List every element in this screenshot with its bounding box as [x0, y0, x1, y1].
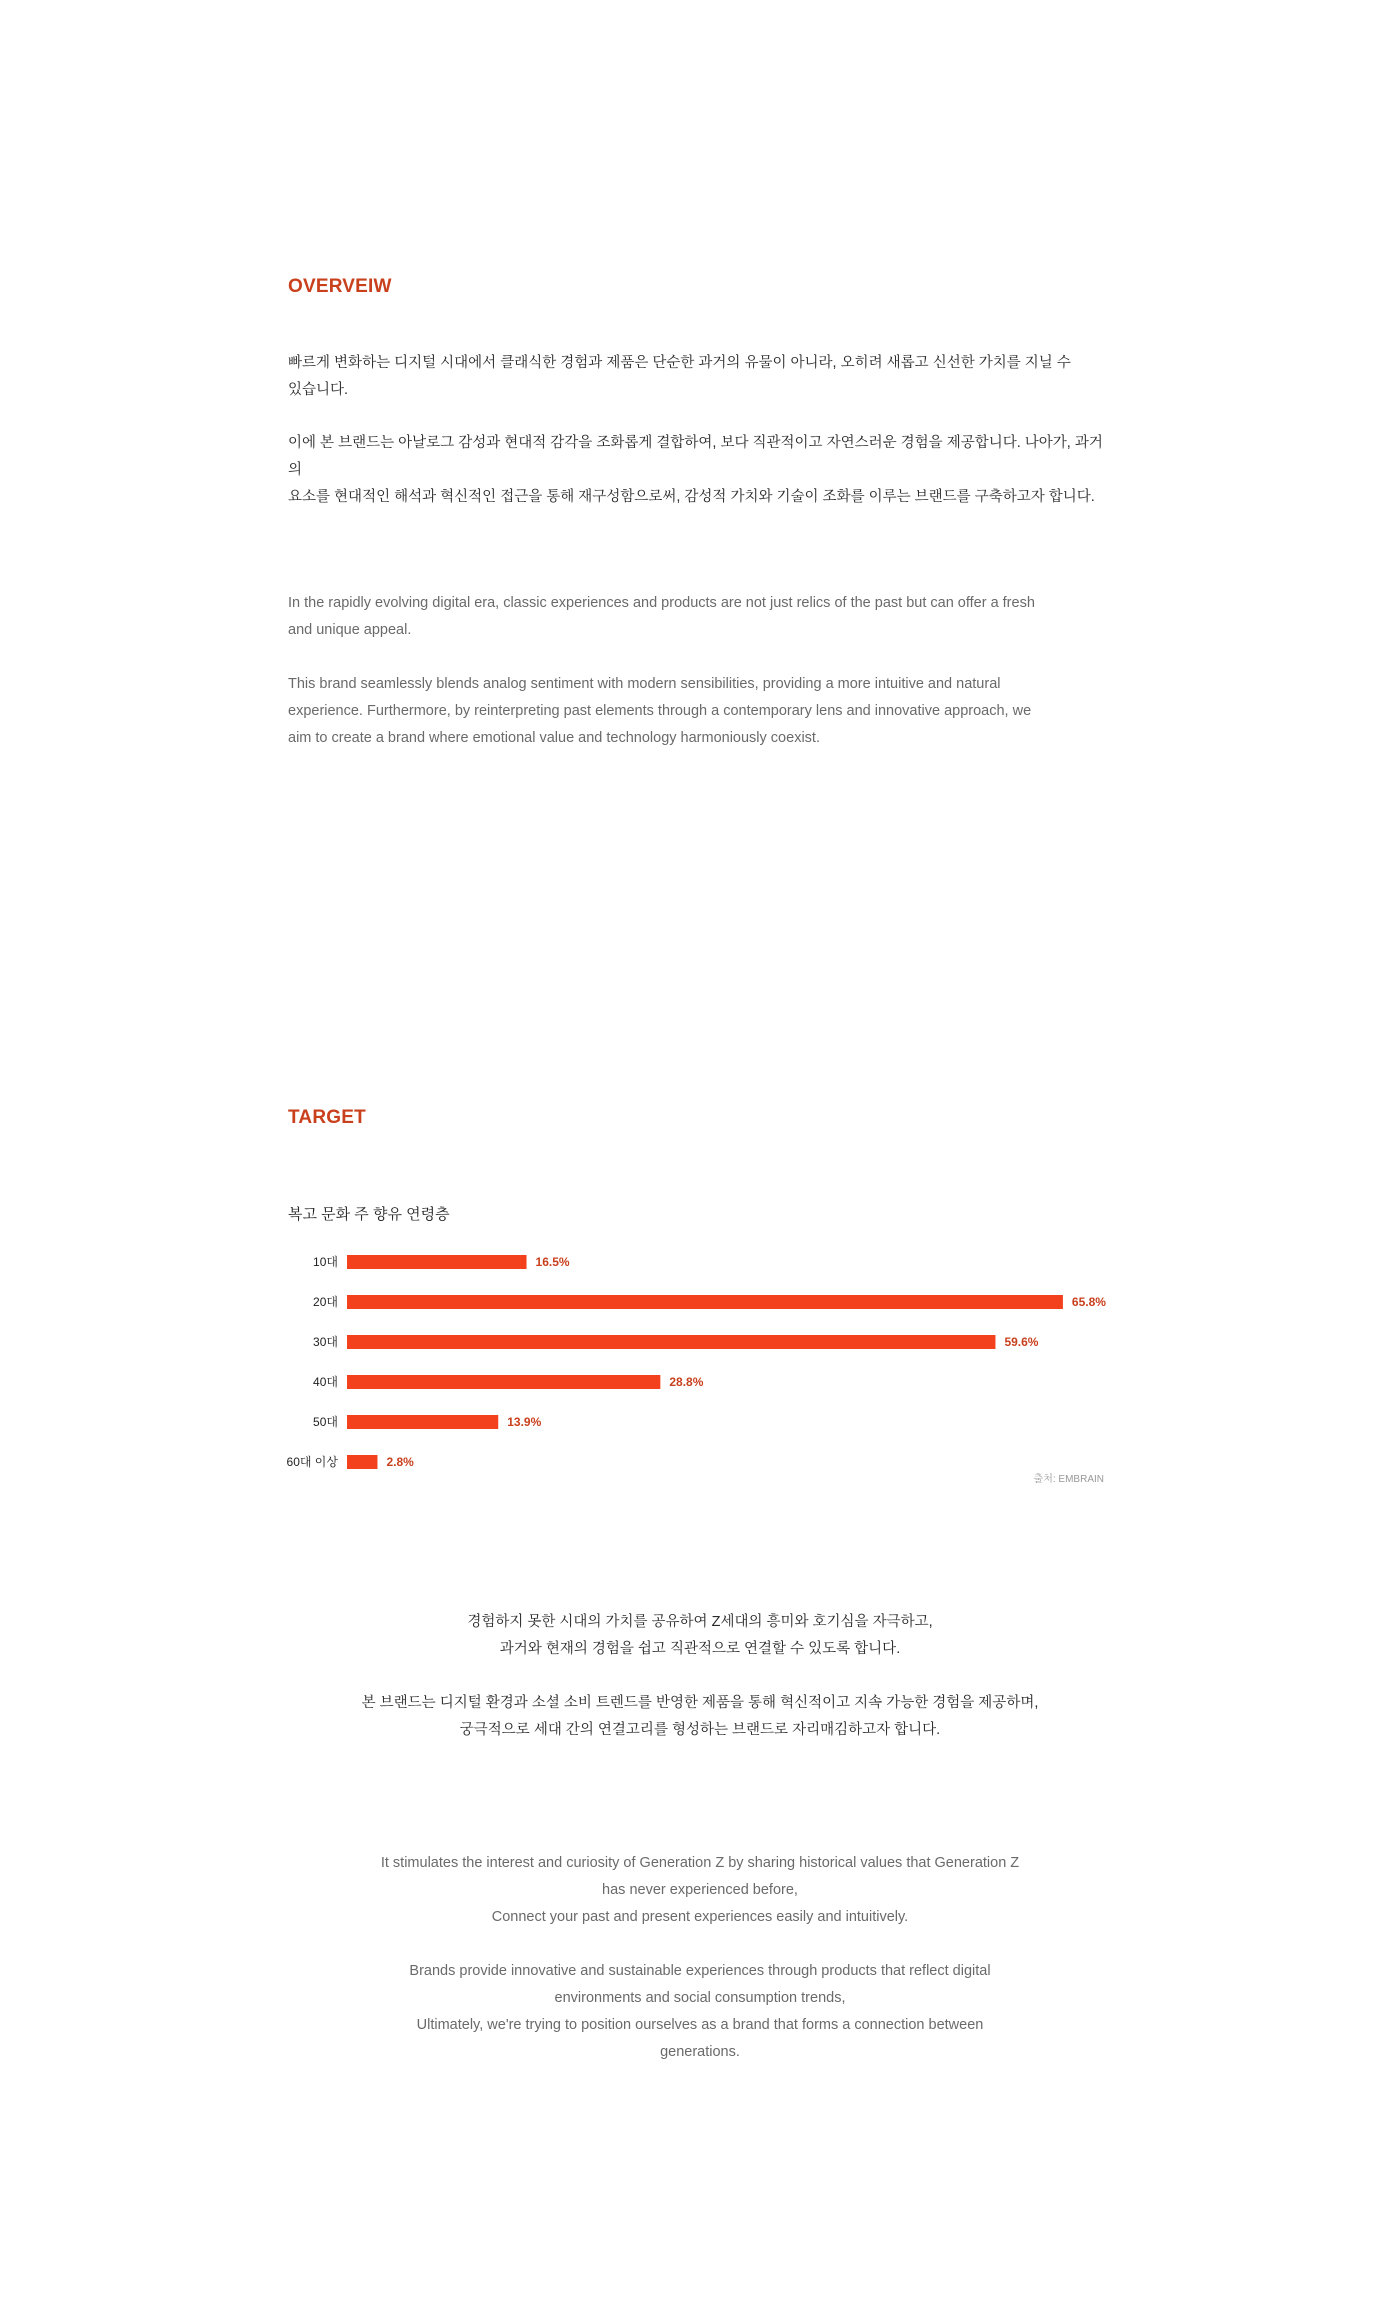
text-line: 경험하지 못한 시대의 가치를 공유하여 Z세대의 흥미와 호기심을 자극하고,	[467, 1614, 933, 1630]
text-line: This brand seamlessly blends analog sentiment with modern sensibilities, providing a more intuitive and natural	[288, 676, 1001, 692]
target-ko-paragraph-1	[340, 1609, 1060, 1663]
category-label: 50대	[313, 1415, 338, 1429]
text-line: 과거와 현재의 경험을 쉽고 직관적으로 연결할 수 있도록 합니다.	[499, 1641, 901, 1657]
bar	[347, 1335, 995, 1349]
overview-en-paragraph-2	[288, 671, 1108, 752]
text-line: has never experienced before,	[602, 1882, 798, 1898]
value-label: 2.8%	[386, 1455, 414, 1469]
overview-ko-paragraph-1	[288, 350, 1108, 404]
category-label: 60대 이상	[286, 1455, 338, 1469]
text-line: Brands provide innovative and sustainable experiences through products that reflect digital	[409, 1963, 991, 1979]
text-line: 빠르게 변화하는 디지털 시대에서 클래식한 경험과 제품은 단순한 과거의 유물이 아니라, 오히려 새롭고 신선한 가치를 지닐 수	[288, 355, 1071, 371]
text-line: 이에 본 브랜드는 아날로그 감성과 현대적 감각을 조화롭게 결합하여, 보다 직관적이고 자연스러운 경험을 제공합니다. 나아가, 과거의	[288, 435, 1103, 478]
bar	[347, 1255, 527, 1269]
bar	[347, 1415, 498, 1429]
text-line: In the rapidly evolving digital era, classic experiences and products are not just relics of the past but can offer a fresh	[288, 595, 1035, 611]
bar	[347, 1295, 1063, 1309]
text-line: Connect your past and present experiences easily and intuitively.	[491, 1909, 909, 1925]
overview-ko-paragraph-2	[288, 430, 1108, 511]
target-ko-paragraph-2	[340, 1690, 1060, 1744]
category-label: 30대	[313, 1335, 338, 1349]
text-line: 본 브랜드는 디지털 환경과 소셜 소비 트렌드를 반영한 제품을 통해 혁신적이고 지속 가능한 경험을 제공하며,	[361, 1695, 1039, 1711]
chart-source: 출처: EMBRAIN	[1033, 1474, 1104, 1485]
text-line: 있습니다.	[288, 382, 349, 398]
overview-en-paragraph-1	[288, 590, 1108, 644]
value-label: 16.5%	[535, 1255, 570, 1269]
age-group-bar-chart	[280, 1240, 1120, 1480]
target-en-paragraph-2	[340, 1958, 1060, 2066]
category-label: 20대	[313, 1295, 338, 1309]
category-label: 10대	[313, 1255, 338, 1269]
value-label: 28.8%	[669, 1375, 704, 1389]
value-label: 65.8%	[1071, 1295, 1106, 1309]
overview-title: OVERVEIW	[288, 276, 392, 297]
text-line: aim to create a brand where emotional value and technology harmoniously coexist.	[288, 730, 820, 746]
text-line: and unique appeal.	[288, 622, 412, 638]
text-line: generations.	[660, 2044, 740, 2060]
text-line: It stimulates the interest and curiosity of Generation Z by sharing historical values that Generation Z	[380, 1855, 1020, 1871]
value-label: 59.6%	[1004, 1335, 1039, 1349]
text-line: Ultimately, we're trying to position ourselves as a brand that forms a connection between	[416, 2017, 984, 2033]
text-line: experience. Furthermore, by reinterpreting past elements through a contemporary lens and innovative approach, we	[288, 703, 1032, 719]
chart-title: 복고 문화 주 향유 연령층	[288, 1206, 450, 1223]
text-line: 궁극적으로 세대 간의 연결고리를 형성하는 브랜드로 자리매김하고자 합니다.	[459, 1722, 941, 1738]
value-label: 13.9%	[507, 1415, 542, 1429]
bar	[347, 1375, 660, 1389]
target-en-paragraph-1	[340, 1850, 1060, 1931]
target-title: TARGET	[288, 1107, 366, 1128]
text-line: 요소를 현대적인 해석과 혁신적인 접근을 통해 재구성함으로써, 감성적 가치와 기술이 조화를 이루는 브랜드를 구축하고자 합니다.	[288, 489, 1095, 505]
text-line: environments and social consumption trends,	[554, 1990, 846, 2006]
bar	[347, 1455, 377, 1469]
category-label: 40대	[313, 1375, 338, 1389]
